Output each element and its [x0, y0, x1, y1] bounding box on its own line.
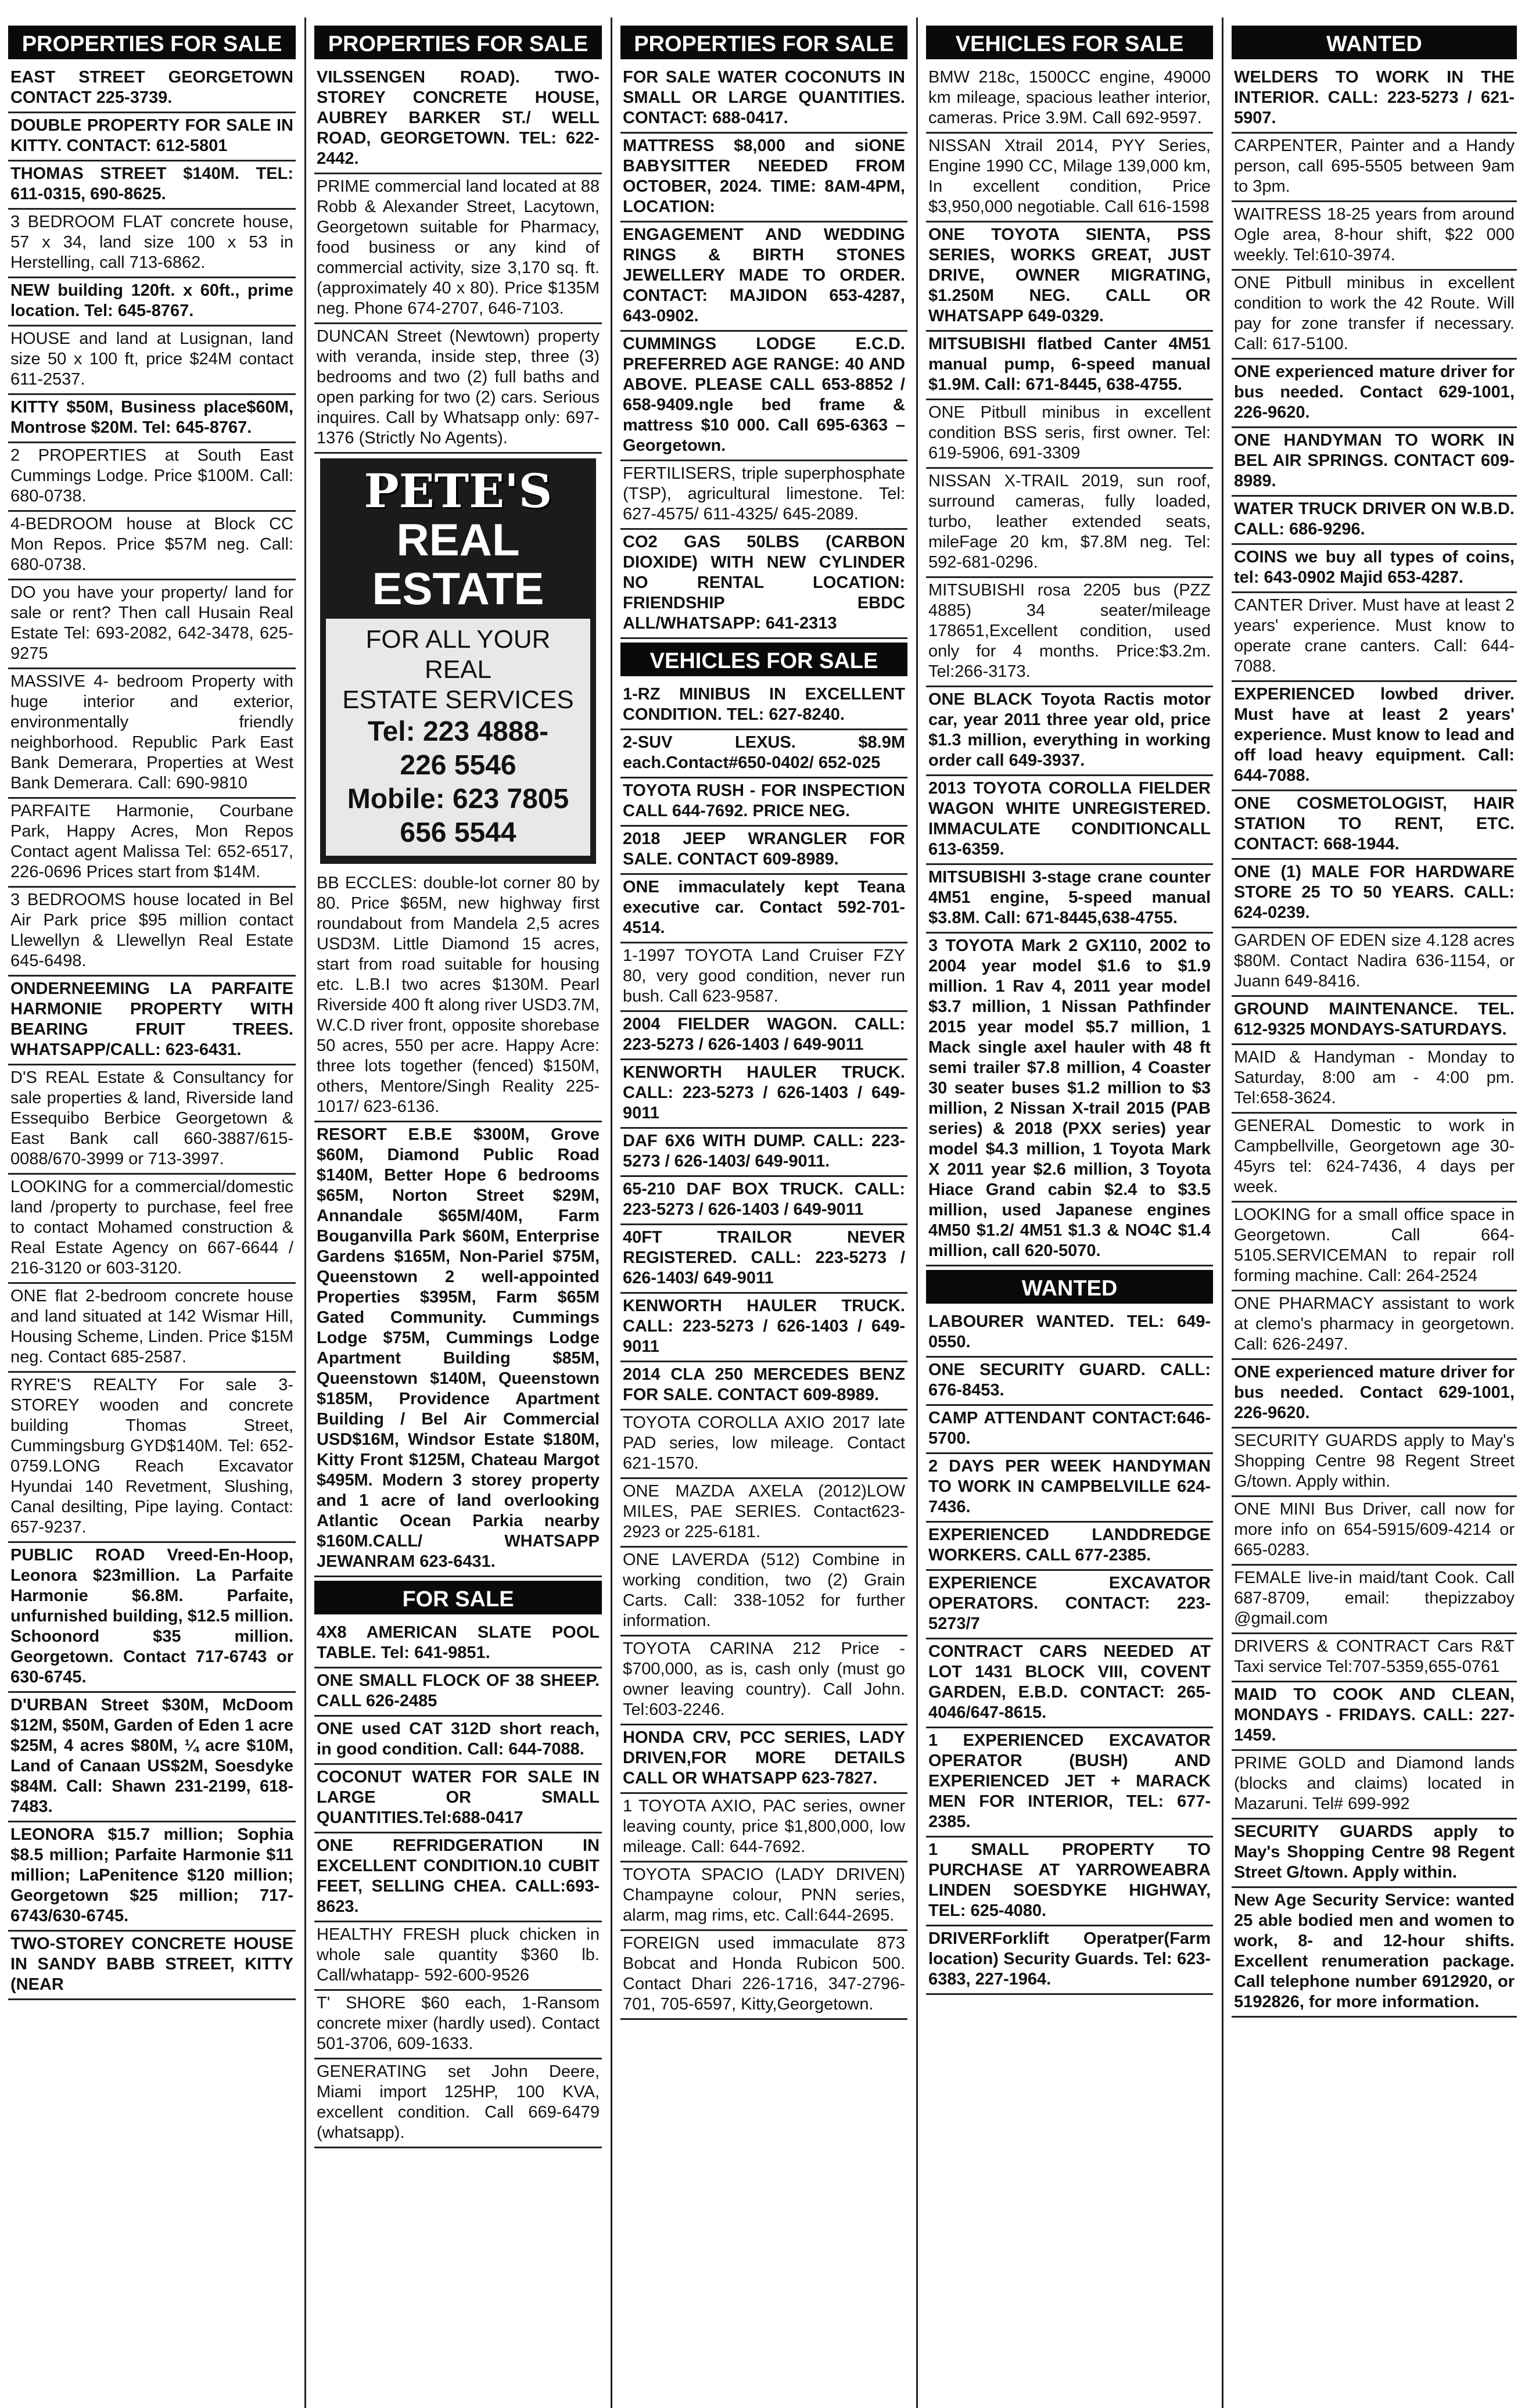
classified-ad: LEONORA $15.7 million; Sophia $8.5 million; Parfaite Harmonie $11 million; LaPenitence $120 million; Georgetown $25 million; 717-6743/630-6745.	[8, 1822, 296, 1932]
ad-logo: PETE'S	[364, 464, 552, 518]
classified-ad: MITSUBISHI rosa 2205 bus (PZZ 4885) 34 seater/mileage 178651,Excellent condition, used only for 4 months. Price:$3.2m. Tel:266-3173.	[926, 578, 1213, 687]
classified-ad: SECURITY GUARDS apply to May's Shopping Centre 98 Regent Street G/town. Apply within.	[1232, 1820, 1517, 1888]
classified-ad: RYRE'S REALTY For sale 3-STOREY wooden and concrete building Thomas Street, Cummingsburg GYD$140M. Tel: 652-0759.LONG Reach Excavator Hyundai 140 Revetment, Slushing, Canal desilting, Pipe laying. Contact: 657-9237.	[8, 1373, 296, 1543]
classified-ad: PUBLIC ROAD Vreed-En-Hoop, Leonora $23million. La Parfaite Harmonie $6.8M. Parfaite, unfurnished building, $12.5 million. Schoonord $35 million. Georgetown. Contact 717-6743 or 630-6745.	[8, 1543, 296, 1693]
section-header: PROPERTIES FOR SALE	[620, 26, 907, 59]
classified-ad: CARPENTER, Painter and a Handy person, call 695-5505 between 9am to 3pm.	[1232, 134, 1517, 202]
classified-ad: MASSIVE 4- bedroom Property with huge interior and exterior, environmentally friendly neighborhood. Republic Park East Bank Demerara, Properties at West Bank Demerara. Call: 690-9810	[8, 669, 296, 799]
classified-ad: HONDA CRV, PCC SERIES, LADY DRIVEN,FOR MORE DETAILS CALL OR WHATSAPP 623-7827.	[620, 1725, 907, 1794]
classified-ad: GARDEN OF EDEN size 4.128 acres $80M. Contact Nadira 636-1154, or Juann 649-8416.	[1232, 928, 1517, 997]
section-header: VEHICLES FOR SALE	[926, 26, 1213, 59]
classified-ad: 40FT TRAILOR NEVER REGISTERED. CALL: 223-5273 / 626-1403/ 649-9011	[620, 1225, 907, 1294]
classified-ad: ONE BLACK Toyota Ractis motor car, year 2011 three year old, price $1.3 million, everything in working order call 649-3937.	[926, 687, 1213, 776]
classified-ad: MITSUBISHI flatbed Canter 4M51 manual pump, 6-speed manual $1.9M. Call: 671-8445, 638-4755.	[926, 332, 1213, 400]
classified-ad: MATTRESS $8,000 and siONE BABYSITTER NEEDED FROM OCTOBER, 2024. TIME: 8AM-4PM, LOCATION:	[620, 134, 907, 223]
column-2	[306, 0, 610, 2408]
classified-ad: ENGAGEMENT AND WEDDING RINGS & BIRTH STONES JEWELLERY MADE TO ORDER. CONTACT: MAJIDON 653-4287, 643-0902.	[620, 223, 907, 332]
classified-ad: COINS we buy all types of coins, tel: 643-0902 Majid 653-4287.	[1232, 545, 1517, 593]
classified-ad: ONE Pitbull minibus in excellent condition BSS seris, first owner. Tel: 619-5906, 691-3309	[926, 400, 1213, 469]
ad-phone: 656 5544	[400, 817, 516, 848]
classified-ad: 1-RZ MINIBUS IN EXCELLENT CONDITION. TEL: 627-8240.	[620, 682, 907, 730]
classified-ad: HEALTHY FRESH pluck chicken in whole sale quantity $360 lb. Call/whatapp- 592-600-9526	[314, 1922, 602, 1991]
classified-ad: GENERAL Domestic to work in Campbellville, Georgetown age 30-45yrs tel: 624-7436, 4 days per week.	[1232, 1114, 1517, 1203]
classified-ad: VILSSENGEN ROAD). TWO-STOREY CONCRETE HOUSE, AUBREY BARKER ST./ WELL ROAD, GEORGETOWN. TEL: 622-2442.	[314, 65, 602, 174]
classified-ad: ONE SECURITY GUARD. CALL: 676-8453.	[926, 1358, 1213, 1406]
classified-ad: KITTY $50M, Business place$60M, Montrose $20M. Tel: 645-8767.	[8, 395, 296, 443]
classified-ad: ONE PHARMACY assistant to work at clemo's pharmacy in georgetown. Call: 626-2497.	[1232, 1291, 1517, 1360]
classified-ad: COCONUT WATER FOR SALE IN LARGE OR SMALL QUANTITIES.Tel:688-0417	[314, 1765, 602, 1833]
classified-ad: GENERATING set John Deere, Miami import 125HP, 100 KVA, excellent condition. Call 669-6479 (whatsapp).	[314, 2059, 602, 2148]
classified-ad: 1 SMALL PROPERTY TO PURCHASE AT YARROWEABRA LINDEN SOESDYKE HIGHWAY, TEL: 625-4080.	[926, 1838, 1213, 1926]
classified-ad: ONE immaculately kept Teana executive car. Contact 592-701-4514.	[620, 875, 907, 943]
classified-ad: TOYOTA RUSH - FOR INSPECTION CALL 644-7692. PRICE NEG.	[620, 778, 907, 827]
classified-ad: DOUBLE PROPERTY FOR SALE IN KITTY. CONTACT: 612-5801	[8, 113, 296, 162]
classified-ad: NEW building 120ft. x 60ft., prime location. Tel: 645-8767.	[8, 278, 296, 326]
classified-ad: LOOKING for a commercial/domestic land /property to purchase, feel free to contact Mohamed construction & Real Estate Agency on 667-6644 / 216-3120 or 603-3120.	[8, 1175, 296, 1284]
classified-ad: KENWORTH HAULER TRUCK. CALL: 223-5273 / 626-1403 / 649-9011	[620, 1294, 907, 1362]
column-3	[612, 0, 916, 2408]
section-header: PROPERTIES FOR SALE	[8, 26, 296, 59]
ad-tagline: FOR ALL YOUR REAL	[365, 625, 551, 684]
classified-ad: ONE Pitbull minibus in excellent condition to work the 42 Route. Will pay for zone transfer if necessary. Call: 617-5100.	[1232, 271, 1517, 360]
classified-ad: ONE experienced mature driver for bus needed. Contact 629-1001, 226-9620.	[1232, 360, 1517, 428]
classified-ad: 2018 JEEP WRANGLER FOR SALE. CONTACT 609-8989.	[620, 827, 907, 875]
classified-ad: 2-SUV LEXUS. $8.9M each.Contact#650-0402/ 652-025	[620, 730, 907, 778]
classified-ad: HOUSE and land at Lusignan, land size 50 x 100 ft, price $24M contact 611-2537.	[8, 326, 296, 395]
classified-ad: ONE HANDYMAN TO WORK IN BEL AIR SPRINGS. CONTACT 609-8989.	[1232, 428, 1517, 497]
classified-ad: ONE SMALL FLOCK OF 38 SHEEP. CALL 626-2485	[314, 1668, 602, 1717]
classified-ad: 4X8 AMERICAN SLATE POOL TABLE. Tel: 641-9851.	[314, 1620, 602, 1668]
classified-ad: 1-1997 TOYOTA Land Cruiser FZY 80, very good condition, never run bush. Call 623-9587.	[620, 943, 907, 1012]
section-header: FOR SALE	[314, 1581, 602, 1614]
classified-ad: GROUND MAINTENANCE. TEL. 612-9325 MONDAYS-SATURDAYS.	[1232, 997, 1517, 1045]
classified-ad: 65-210 DAF BOX TRUCK. CALL: 223-5273 / 626-1403 / 649-9011	[620, 1177, 907, 1225]
classified-ad: ONE experienced mature driver for bus needed. Contact 629-1001, 226-9620.	[1232, 1360, 1517, 1429]
classified-ad: PRIME commercial land located at 88 Robb & Alexander Street, Lacytown, Georgetown suitable for Pharmacy, food business or any kind of commercial activity, size 3,170 sq. ft. (approximately 40 x 80). Price $135M neg. Phone 674-2707, 646-7103.	[314, 174, 602, 324]
classified-ad: DUNCAN Street (Newtown) property with veranda, inside step, three (3) bedrooms and two (2) full baths and open parking for two (2) cars. Serious inquires. Call by Whatsapp only: 697-1376 (Strictly No Agents).	[314, 324, 602, 454]
classified-ad: KENWORTH HAULER TRUCK. CALL: 223-5273 / 626-1403 / 649-9011	[620, 1060, 907, 1129]
ad-contact-panel	[326, 619, 590, 856]
classified-ad: DRIVERS & CONTRACT Cars R&T Taxi service Tel:707-5359,655-0761	[1232, 1634, 1517, 1682]
ad-phone: 226 5546	[400, 750, 516, 781]
classified-ad: ONE (1) MALE FOR HARDWARE STORE 25 TO 50 YEARS. CALL: 624-0239.	[1232, 860, 1517, 928]
classified-ad: THOMAS STREET $140M. TEL: 611-0315, 690-8625.	[8, 162, 296, 210]
section-header: WANTED	[926, 1270, 1213, 1304]
classified-ad: ONE used CAT 312D short reach, in good condition. Call: 644-7088.	[314, 1717, 602, 1765]
classified-ad: CANTER Driver. Must have at least 2 years' experience. Must know to operate crane canters. Call: 644-7088.	[1232, 593, 1517, 682]
classified-ad: WAITRESS 18-25 years from around Ogle area, 8-hour shift, $22 000 weekly. Tel:610-3974.	[1232, 202, 1517, 271]
classified-ad: TOYOTA CARINA 212 Price - $700,000, as is, cash only (must go owner leaving country). Call John. Tel:603-2246.	[620, 1637, 907, 1725]
classified-ad: TOYOTA COROLLA AXIO 2017 late PAD series, low mileage. Contact 621-1570.	[620, 1411, 907, 1479]
classified-ad: ONE REFRIDGERATION IN EXCELLENT CONDITION.10 CUBIT FEET, SELLING CHEA. CALL:693-8623.	[314, 1833, 602, 1922]
classified-ad: ONE TOYOTA SIENTA, PSS SERIES, WORKS GREAT, JUST DRIVE, OWNER MIGRATING, $1.250M NEG. CALL OR WHATSAPP 649-0329.	[926, 223, 1213, 332]
classified-ad: T' SHORE $60 each, 1-Ransom concrete mixer (hardly used). Contact 501-3706, 609-1633.	[314, 1991, 602, 2059]
classified-ad: 2013 TOYOTA COROLLA FIELDER WAGON WHITE UNREGISTERED. IMMACULATE CONDITIONCALL 613-6359.	[926, 776, 1213, 865]
classified-ad: 2 PROPERTIES at South East Cummings Lodge. Price $100M. Call: 680-0738.	[8, 443, 296, 512]
ad-phone: Mobile: 623 7805	[347, 784, 569, 814]
classified-ad: 2014 CLA 250 MERCEDES BENZ FOR SALE. CONTACT 609-8989.	[620, 1362, 907, 1411]
classified-ad: FEMALE live-in maid/tant Cook. Call 687-8709, email: thepizzaboy @gmail.com	[1232, 1566, 1517, 1634]
petes-real-estate-ad	[320, 458, 596, 864]
classified-ad: ONE MAZDA AXELA (2012)LOW MILES, PAE SERIES. Contact623-2923 or 225-6181.	[620, 1479, 907, 1548]
classified-ad: 1 TOYOTA AXIO, PAC series, owner leaving county, price $1,800,000, low mileage. Call: 644-7692.	[620, 1794, 907, 1862]
classified-ad: RESORT E.B.E $300M, Grove $60M, Diamond Public Road $140M, Better Hope 6 bedrooms $65M, Norton Street $29M, Annandale $65M/40M, Farm Bouganvilla Park $60M, Enterprise Gardens $165M, Non-Pariel $75M, Queenstown 2 well-appointed Properties $395M, Farm $65M Gated Community. Cummings Lodge $75M, Cummings Lodge Apartment Building $85M, Queenstown $140M, Queenstown $185M, Providence Apartment Building / Bel Air Commercial USD$16M, Windsor Estate $180M, Kitty Front $125M, Chateau Margot $495M. Modern 3 storey property and 1 acre of land overlooking Atlantic Ocean Parkia nearby $160M.CALL/ WHATSAPP JEWANRAM 623-6431.	[314, 1122, 602, 1577]
classified-ad: BMW 218c, 1500CC engine, 49000 km mileage, spacious leather interior, cameras. Price 3.9M. Call 692-9597.	[926, 65, 1213, 134]
section-header: WANTED	[1232, 26, 1517, 59]
column-1	[0, 0, 304, 2408]
section-header: VEHICLES FOR SALE	[620, 643, 907, 676]
classified-ad: EXPERIENCED LANDDREDGE WORKERS. CALL 677-2385.	[926, 1523, 1213, 1571]
classified-ad: MAID TO COOK AND CLEAN, MONDAYS - FRIDAYS. CALL: 227-1459.	[1232, 1682, 1517, 1751]
classified-ad: ONE MINI Bus Driver, call now for more info on 654-5915/609-4214 or 665-0283.	[1232, 1497, 1517, 1566]
classified-ad: NISSAN Xtrail 2014, PYY Series, Engine 1990 CC, Milage 139,000 km, In excellent condition, Price $3,950,000 negotiable. Call 616-1598	[926, 134, 1213, 223]
classified-ad: MAID & Handyman - Monday to Saturday, 8:00 am - 4:00 pm. Tel:658-3624.	[1232, 1045, 1517, 1114]
classified-ad: 4-BEDROOM house at Block CC Mon Repos. Price $57M neg. Call: 680-0738.	[8, 512, 296, 580]
classified-ad: CONTRACT CARS NEEDED AT LOT 1431 BLOCK VIII, COVENT GARDEN, E.B.D. CONTACT: 265-4046/647-8615.	[926, 1639, 1213, 1728]
classified-ad: FERTILISERS, triple superphosphate (TSP), agricultural limestone. Tel: 627-4575/ 611-4325/ 645-2089.	[620, 461, 907, 530]
classified-ad: ONE LAVERDA (512) Combine in working condition, two (2) Grain Carts. Call: 338-1052 for further information.	[620, 1548, 907, 1637]
classified-ad: EXPERIENCED lowbed driver. Must have at least 2 years' experience. Must know to lead and off load heavy equipment. Call: 644-7088.	[1232, 682, 1517, 791]
classified-ad: TOYOTA SPACIO (LADY DRIVEN) Champayne colour, PNN series, alarm, mag rims, etc. Call:644-2695.	[620, 1862, 907, 1931]
column-5	[1223, 0, 1525, 2408]
classified-ad: EXPERIENCE EXCAVATOR OPERATORS. CONTACT: 223-5273/7	[926, 1571, 1213, 1639]
classified-ad: 3 BEDROOM FLAT concrete house, 57 x 34, land size 100 x 53 in Herstelling, call 713-6862.	[8, 210, 296, 278]
classified-ad: ONE flat 2-bedroom concrete house and land situated at 142 Wismar Hill, Housing Scheme, Linden. Price $15M neg. Contact 685-2587.	[8, 1284, 296, 1373]
classified-ad: CUMMINGS LODGE E.C.D. PREFERRED AGE RANGE: 40 AND ABOVE. PLEASE CALL 653-8852 / 658-9409.ngle bed frame & mattress $10 000. Call 695-6363 – Georgetown.	[620, 332, 907, 461]
classified-ad: 3 BEDROOMS house located in Bel Air Park price $95 million contact Llewellyn & Llewellyn Real Estate 645-6498.	[8, 888, 296, 977]
classified-ad: 1 EXPERIENCED EXCAVATOR OPERATOR (BUSH) AND EXPERIENCED JET + MARACK MEN FOR INTERIOR, TEL: 677-2385.	[926, 1728, 1213, 1838]
ad-logo-subtitle: REAL ESTATE	[372, 514, 544, 614]
classified-ad: WELDERS TO WORK IN THE INTERIOR. CALL: 223-5273 / 621-5907.	[1232, 65, 1517, 134]
classified-ad: CO2 GAS 50LBS (CARBON DIOXIDE) WITH NEW CYLINDER NO RENTAL LOCATION: FRIENDSHIP EBDC ALL/WHATSAPP: 641-2313	[620, 530, 907, 639]
classified-ad: CAMP ATTENDANT CONTACT:646-5700.	[926, 1406, 1213, 1454]
classified-ad: D'URBAN Street $30M, McDoom $12M, $50M, Garden of Eden 1 acre $25M, 4 acres $80M, ¼ acre $10M, Land of Canaan US$2M, Soesdyke $84M. Call: Shawn 231-2199, 618-7483.	[8, 1693, 296, 1822]
classified-ad: LOOKING for a small office space in Georgetown. Call 664-5105.SERVICEMAN to repair roll forming machine. Call: 264-2524	[1232, 1203, 1517, 1291]
classified-ad: EAST STREET GEORGETOWN CONTACT 225-3739.	[8, 65, 296, 113]
classified-ad: TWO-STOREY CONCRETE HOUSE IN SANDY BABB STREET, KITTY (NEAR	[8, 1932, 296, 2000]
column-4	[918, 0, 1221, 2408]
classified-ad: DO you have your property/ land for sale or rent? Then call Husain Real Estate Tel: 693-2082, 642-3478, 625-9275	[8, 580, 296, 669]
classified-ad: NISSAN X-TRAIL 2019, sun roof, surround cameras, fully loaded, turbo, leather extended seats, mileFage 20 km, $7.8M neg. Tel: 592-681-0296.	[926, 469, 1213, 578]
classified-ad: ONE COSMETOLOGIST, HAIR STATION TO RENT, ETC. CONTACT: 668-1944.	[1232, 791, 1517, 860]
classified-ad: 2004 FIELDER WAGON. CALL: 223-5273 / 626-1403 / 649-9011	[620, 1012, 907, 1060]
classified-ad: WATER TRUCK DRIVER ON W.B.D. CALL: 686-9296.	[1232, 497, 1517, 545]
classified-ad: FOR SALE WATER COCONUTS IN SMALL OR LARGE QUANTITIES. CONTACT: 688-0417.	[620, 65, 907, 134]
ad-phone: Tel: 223 4888-	[367, 716, 549, 747]
classified-ad: DAF 6X6 WITH DUMP. CALL: 223-5273 / 626-1403/ 649-9011.	[620, 1129, 907, 1177]
ad-tagline: ESTATE SERVICES	[342, 686, 574, 714]
classified-ad: LABOURER WANTED. TEL: 649-0550.	[926, 1309, 1213, 1358]
classified-ad: MITSUBISHI 3-stage crane counter 4M51 engine, 5-speed manual $3.8M. Call: 671-8445,638-4755.	[926, 865, 1213, 934]
classified-ad: BB ECCLES: double-lot corner 80 by 80. Price $65M, new highway first roundabout from Mandela 2,5 acres USD3M. Little Diamond 15 acres, start from road suitable for housing etc. L.B.I two acres $130M. Pearl Riverside 400 ft along river USD3.7M, W.C.D river front, opposite shorebase 50 acres, 550 per acre. Happy Acre: three lots together (fenced) $150M, others, Mentore/Singh Reality 225-1017/ 623-6136.	[314, 871, 602, 1122]
classified-ad: FOREIGN used immaculate 873 Bobcat and Honda Rubicon 500. Contact Dhari 226-1716, 347-2796-701, 705-6597, Kitty,Georgetown.	[620, 1931, 907, 2020]
classified-ad: D'S REAL Estate & Consultancy for sale properties & land, Riverside land Essequibo Berbice Georgetown & East Bank call 660-3887/615-0088/670-3999 or 713-3997.	[8, 1065, 296, 1175]
classified-ad: 2 DAYS PER WEEK HANDYMAN TO WORK IN CAMPBELVILLE 624-7436.	[926, 1454, 1213, 1523]
classified-ad: ONDERNEEMING LA PARFAITE HARMONIE PROPERTY WITH BEARING FRUIT TREES. WHATSAPP/CALL: 623-6431.	[8, 977, 296, 1065]
classified-ad: 3 TOYOTA Mark 2 GX110, 2002 to 2004 year model $1.6 to $1.9 million. 1 Rav 4, 2011 year model $3.7 million, 1 Nissan Pathfinder 2015 year model $5.7 million, 1 Mack single axel hauler with 48 ft semi trailer $7.8 million, 4 Coaster 30 seater buses $1.2 million to $3 million, 2 Nissan X-trail 2015 (PAB series) & 2018 (PXX series) year model $4.3 million, 1 Toyota Mark X 2011 year $2.6 million, 3 Toyota Hiace Grand cabin $2.4 to $3.5 million, used Japanese engines 4M50 $1.2/ 4M51 $1.3 & NO4C $1.4 million, call 620-5070.	[926, 934, 1213, 1266]
classified-ad: DRIVERForklift Operatper(Farm location) Security Guards. Tel: 623-6383, 227-1964.	[926, 1926, 1213, 1995]
classified-ad: PARFAITE Harmonie, Courbane Park, Happy Acres, Mon Repos Contact agent Malissa Tel: 652-6517, 226-0696 Prices start from $14M.	[8, 799, 296, 888]
classified-ad: New Age Security Service: wanted 25 able bodied men and women to work, 8- and 12-hour shifts. Excellent renumeration package. Call telephone number 6912920, or 5192826, for more information.	[1232, 1888, 1517, 2018]
classified-ad: SECURITY GUARDS apply to May's Shopping Centre 98 Regent Street G/town. Apply within.	[1232, 1429, 1517, 1497]
section-header: PROPERTIES FOR SALE	[314, 26, 602, 59]
classified-ad: PRIME GOLD and Diamond lands (blocks and claims) located in Mazaruni. Tel# 699-992	[1232, 1751, 1517, 1820]
